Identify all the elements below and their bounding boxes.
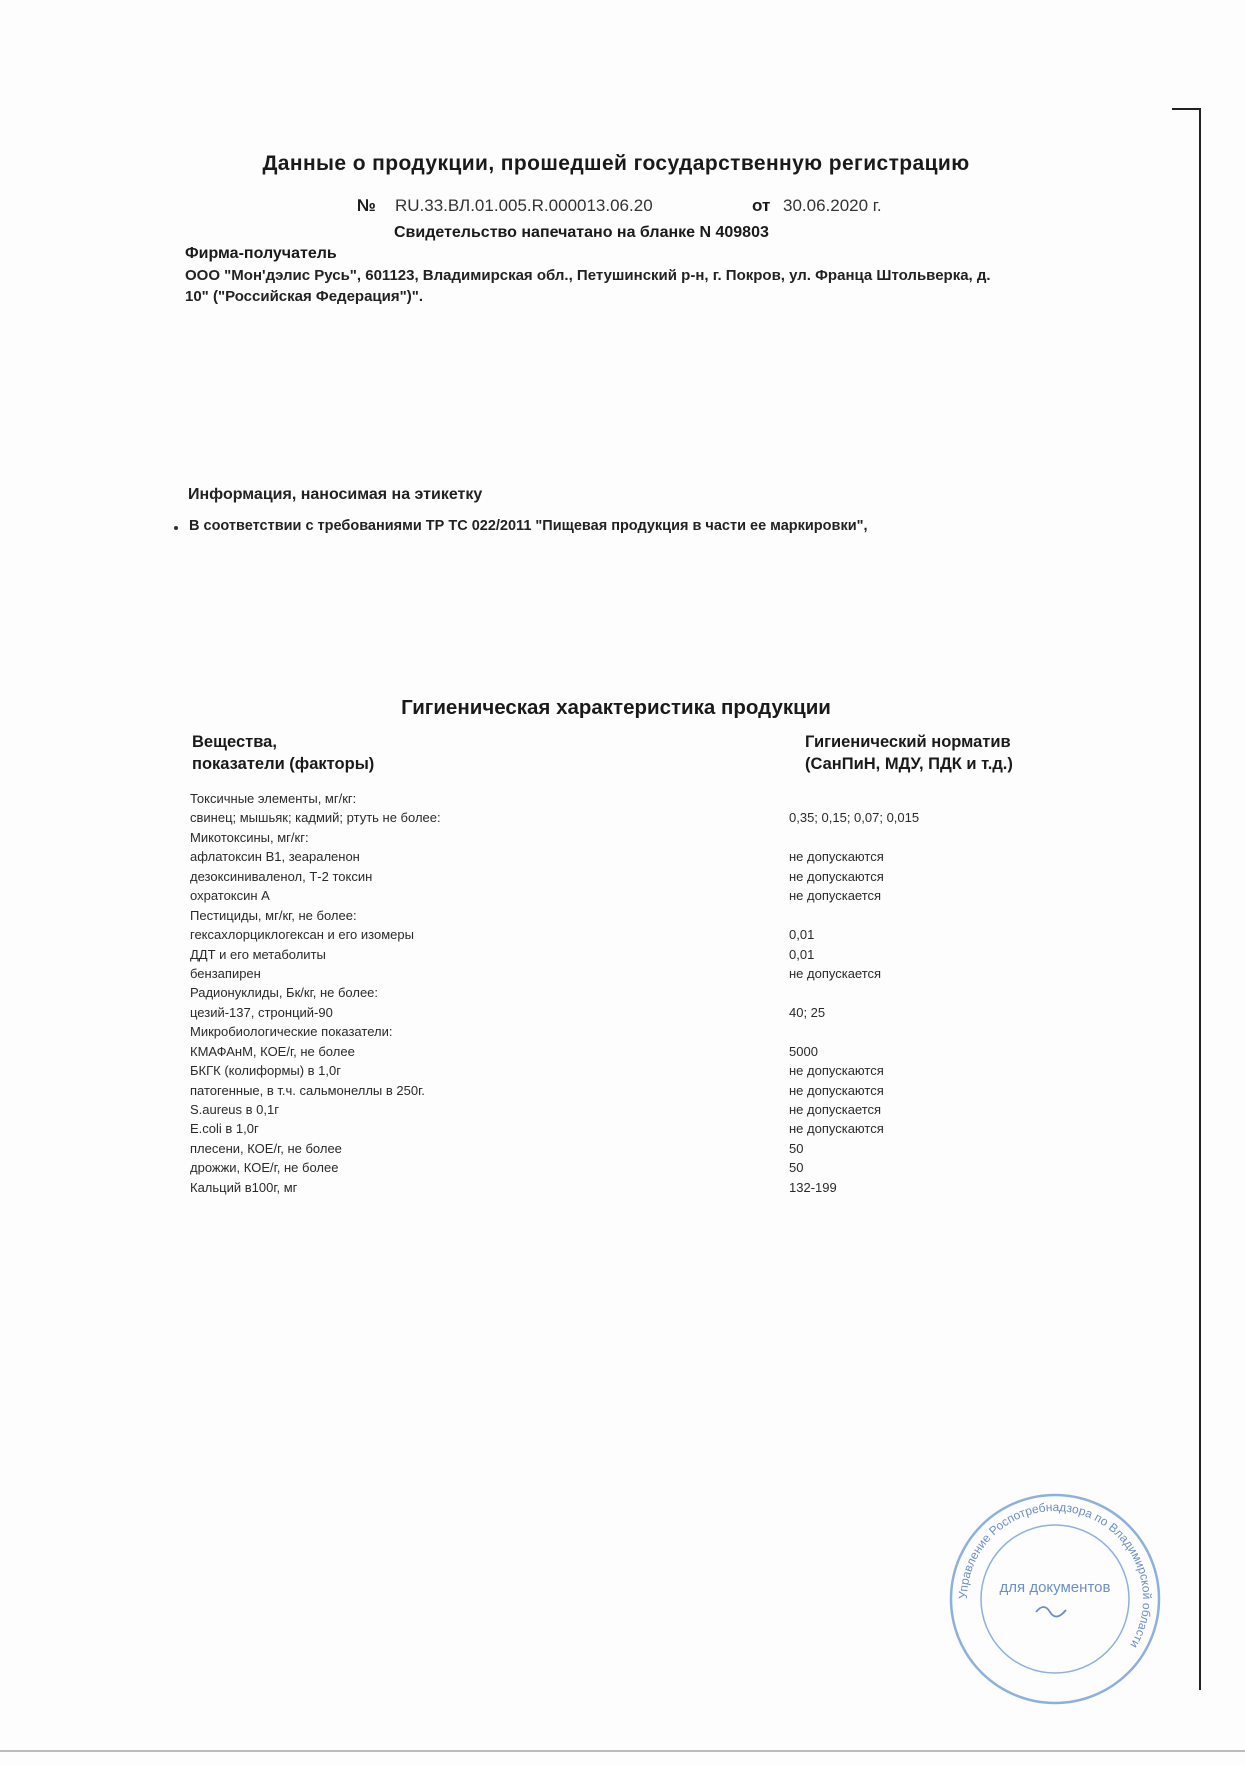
registration-number-label: № — [357, 196, 376, 215]
indicator-name: цезий-137, стронций-90 — [190, 1004, 333, 1020]
official-stamp — [944, 1488, 1166, 1710]
table-row — [190, 830, 970, 849]
column-header-norm — [805, 731, 1013, 775]
registration-date-label: от — [752, 196, 771, 215]
norm-value: не допускаются — [789, 1063, 884, 1079]
table-row — [190, 888, 970, 907]
registration-number: RU.33.ВЛ.01.005.R.000013.06.20 — [395, 196, 653, 215]
indicator-name: дезоксиниваленол, Т-2 токсин — [190, 868, 373, 884]
column-header-norm-line1: Гигиенический норматив — [805, 733, 1011, 751]
indicator-name: Микробиологические показатели: — [190, 1024, 393, 1040]
page-corner-mark — [1172, 108, 1200, 110]
norm-value: не допускается — [789, 965, 882, 981]
stamp-outer-text: Управление Роспотребнадзора по Владимирской области — [955, 1499, 1155, 1651]
recipient-label: Фирма-получатель — [185, 245, 337, 262]
norm-value: не допускаются — [789, 1121, 884, 1137]
norm-value: 0,35; 0,15; 0,07; 0,015 — [789, 810, 920, 826]
hygiene-section-title: Гигиеническая характеристика продукции — [401, 696, 831, 719]
table-row — [190, 810, 970, 829]
hygiene-table — [190, 791, 970, 1199]
indicator-name: афлатоксин В1, зеараленон — [190, 849, 360, 865]
column-header-substances — [192, 731, 374, 775]
stamp-signature — [1036, 1607, 1066, 1617]
page-bottom-edge — [0, 1750, 1245, 1752]
table-row — [190, 1044, 970, 1063]
indicator-name: E.coli в 1,0г — [190, 1121, 259, 1137]
table-row — [190, 791, 970, 810]
table-row — [190, 908, 970, 927]
table-row — [190, 947, 970, 966]
indicator-name: Радионуклиды, Бк/кг, не более: — [190, 985, 379, 1001]
label-info-heading: Информация, наносимая на этикетку — [188, 486, 483, 503]
column-header-substances-line1: Вещества, — [192, 733, 277, 751]
table-row — [190, 869, 970, 888]
stamp-center-text: для документов — [999, 1579, 1111, 1596]
indicator-name: плесени, КОЕ/г, не более — [190, 1140, 342, 1156]
indicator-name: бензапирен — [190, 965, 261, 981]
norm-value: 0,01 — [789, 946, 815, 962]
norm-value: 40; 25 — [789, 1004, 826, 1020]
table-row — [190, 849, 970, 868]
table-row — [190, 966, 970, 985]
page-right-edge — [1199, 108, 1201, 1690]
table-row — [190, 927, 970, 946]
indicator-name: КМАФАнМ, КОЕ/г, не более — [190, 1043, 355, 1059]
label-info-text: В соответствии с требованиями ТР ТС 022/2011 "Пищевая продукция в части ее маркировки", — [189, 518, 868, 534]
norm-value: не допускаются — [789, 849, 884, 865]
norm-value: 50 — [789, 1160, 804, 1176]
norm-value: 0,01 — [789, 927, 815, 943]
column-header-substances-line2: показатели (факторы) — [192, 755, 375, 773]
indicator-name: Пестициды, мг/кг, не более: — [190, 907, 357, 923]
indicator-name: Микотоксины, мг/кг: — [190, 829, 309, 845]
table-row — [190, 1005, 970, 1024]
table-row — [190, 1024, 970, 1043]
norm-value: 5000 — [789, 1043, 818, 1059]
norm-value: не допускается — [789, 888, 882, 904]
table-row — [190, 1160, 970, 1179]
norm-value: 50 — [789, 1140, 804, 1156]
norm-value: не допускаются — [789, 868, 884, 884]
table-row — [190, 1063, 970, 1082]
norm-value: не допускаются — [789, 1082, 884, 1098]
document-title: Данные о продукции, прошедшей государственную регистрацию — [262, 152, 970, 175]
blank-note: Свидетельство напечатано на бланке N 409803 — [394, 224, 769, 241]
indicator-name: охратоксин А — [190, 888, 270, 904]
table-row — [190, 1083, 970, 1102]
table-row — [190, 1121, 970, 1140]
indicator-name: Токсичные элементы, мг/кг: — [190, 791, 357, 806]
column-header-norm-line2: (СанПиН, МДУ, ПДК и т.д.) — [805, 755, 1013, 773]
indicator-name: S.aureus в 0,1г — [190, 1102, 279, 1117]
registration-date: 30.06.2020 г. — [783, 196, 882, 215]
indicator-name: дрожжи, КОЕ/г, не более — [190, 1160, 339, 1176]
norm-value: 132-199 — [789, 1179, 837, 1195]
indicator-name: ДДТ и его метаболиты — [190, 946, 326, 962]
norm-value: не допускается — [789, 1102, 882, 1117]
indicator-name: БКГК (колиформы) в 1,0г — [190, 1063, 341, 1079]
indicator-name: свинец; мышьяк; кадмий; ртуть не более: — [190, 810, 441, 826]
table-row — [190, 985, 970, 1004]
table-row — [190, 1180, 970, 1199]
indicator-name: Кальций в100г, мг — [190, 1179, 298, 1195]
table-row — [190, 1102, 970, 1121]
indicator-name: патогенные, в т.ч. сальмонеллы в 250г. — [190, 1082, 425, 1098]
table-row — [190, 1141, 970, 1160]
indicator-name: гексахлорциклогексан и его изомеры — [190, 927, 414, 943]
bullet-mark — [174, 526, 178, 530]
recipient-address: ООО "Мон'дэлис Русь", 601123, Владимирская обл., Петушинский р-н, г. Покров, ул. Франца Штольверка, д. 10" ("Российская Федерация")". — [185, 267, 991, 305]
